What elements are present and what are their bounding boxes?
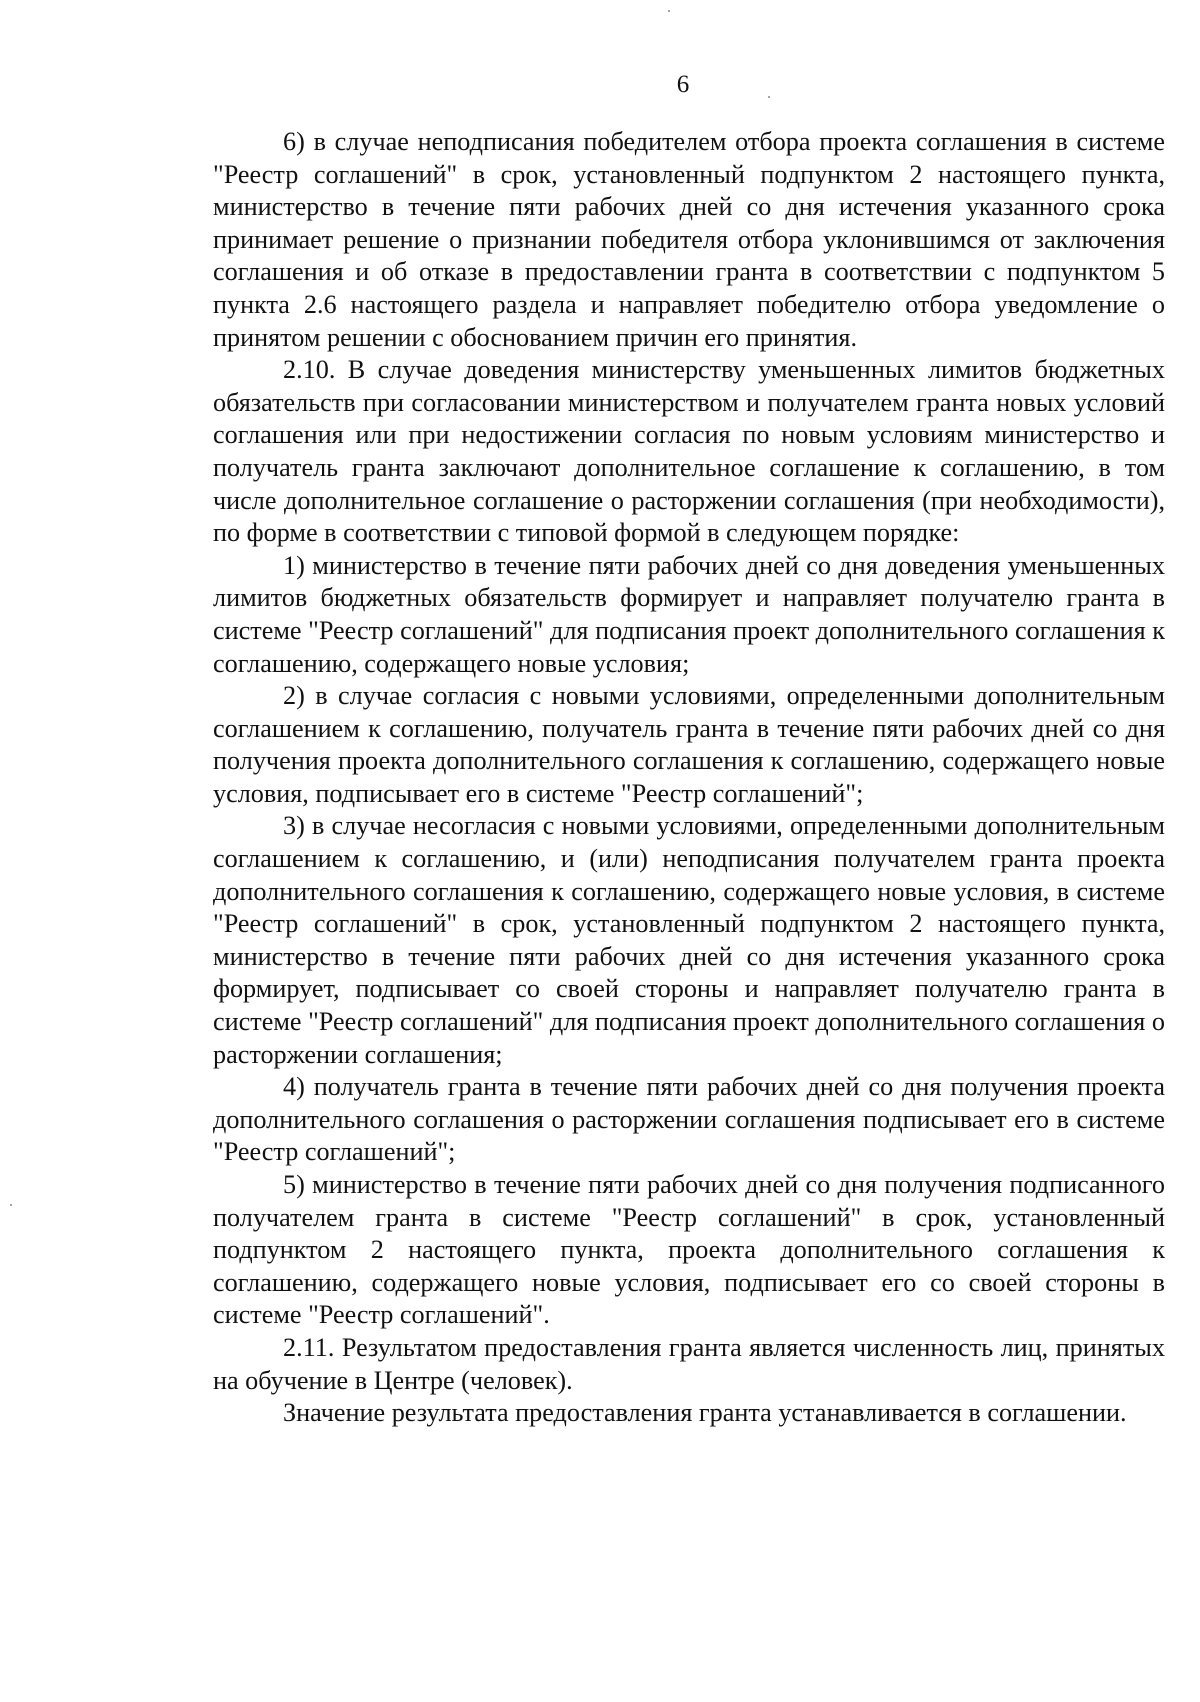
paragraph-2-10: 2.10. В случае доведения министерству уменьшенных лимитов бюджетных обязательств при согласовании министерством и получателем гранта новых условий соглашения или при недостижении согласия по новым условиям министерство и получатель гранта заключают дополнительное соглашение к соглашению, в том числе дополнительное соглашение о расторжении соглашения (при необходимости), по форме в соответствии с типовой формой в следующем порядке:	[213, 355, 1165, 548]
scan-speck	[768, 96, 770, 98]
paragraph-subitem-5: 5) министерство в течение пяти рабочих дней со дня получения подписанного получателем гранта в системе "Реестр соглашений" в срок, установленный подпунктом 2 настоящего пункта, проекта дополнительного соглашения к соглашению, содержащего новые условия, подписывает его со своей стороны в системе "Реестр соглашений".	[213, 1170, 1165, 1330]
document-body	[213, 126, 1165, 1430]
paragraph-subitem-4: 4) получатель гранта в течение пяти рабочих дней со дня получения проекта дополнительного соглашения о расторжении соглашения подписывает его в системе "Реестр соглашений";	[213, 1072, 1165, 1167]
paragraph-result-value: Значение результата предоставления гранта устанавливается в соглашении.	[283, 1398, 1127, 1428]
page-number: 6	[676, 71, 690, 98]
paragraph-subitem-1: 1) министерство в течение пяти рабочих дней со дня доведения уменьшенных лимитов бюджетных обязательств формирует и направляет получателю гранта в системе "Реестр соглашений" для подписания проект дополнительного соглашения к соглашению, содержащего новые условия;	[213, 550, 1165, 678]
scan-speck	[10, 1204, 12, 1206]
paragraph-subitem-2: 2) в случае согласия с новыми условиями, определенными дополнительным соглашением к соглашению, получатель гранта в течение пяти рабочих дней со дня получения проекта дополнительного соглашения к соглашению, содержащего новые условия, подписывает его в системе "Реестр соглашений";	[213, 681, 1165, 808]
paragraph-subitem-6: 6) в случае неподписания победителем отбора проекта соглашения в системе "Реестр соглашений" в срок, установленный подпунктом 2 настоящего пункта, министерство в течение пяти рабочих дней со дня истечения указанного срока принимает решение о признании победителя отбора уклонившимся от заключения соглашения и об отказе в предоставлении гранта в соответствии с подпунктом 5 пункта 2.6 настоящего раздела и направляет победителю отбора уведомление о принятом решении с обоснованием причин его принятия.	[213, 127, 1165, 352]
paragraph-2-11: 2.11. Результатом предоставления гранта является численность лиц, принятых на обучение в Центре (человек).	[213, 1332, 1165, 1395]
paragraph-subitem-3: 3) в случае несогласия с новыми условиями, определенными дополнительным соглашением к соглашению, и (или) неподписания получателем гранта проекта дополнительного соглашения к соглашению, содержащего новые условия, в системе "Реестр соглашений" в срок, установленный подпунктом 2 настоящего пункта, министерство в течение пяти рабочих дней со дня истечения указанного срока формирует, подписывает со своей стороны и направляет получателю гранта в системе "Реестр соглашений" для подписания проект дополнительного соглашения о расторжении соглашения;	[213, 811, 1165, 1069]
scan-speck	[668, 10, 670, 12]
